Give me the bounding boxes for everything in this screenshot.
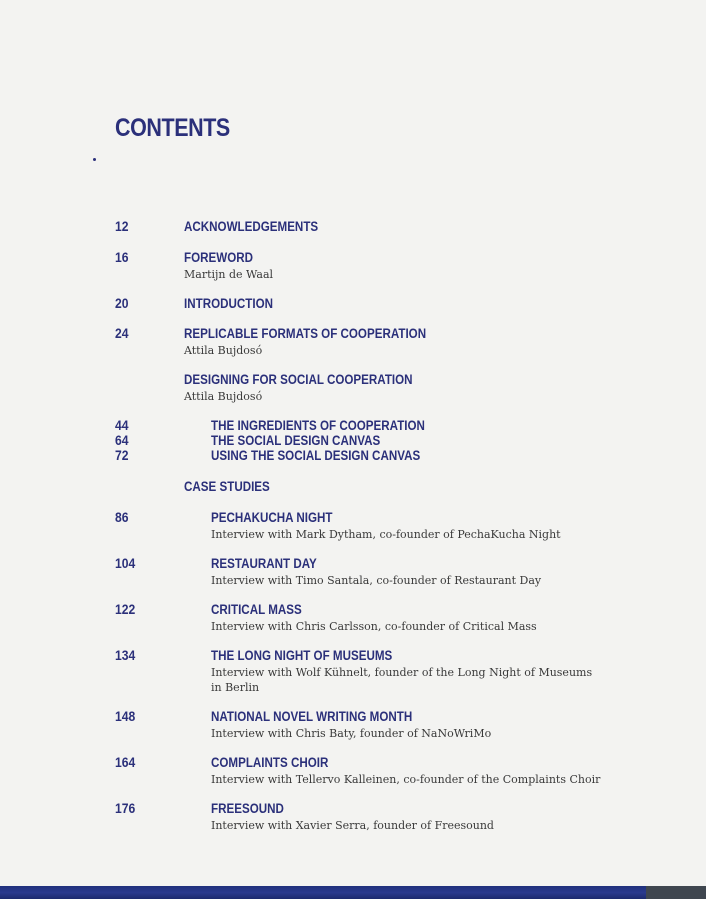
toc-description: Interview with Chris Carlsson, co-founder of Critical Mass: [211, 620, 537, 633]
toc-description: Interview with Wolf Kühnelt, founder of the Long Night of Museums: [211, 666, 593, 679]
toc-description: Interview with Tellervo Kalleinen, co-founder of the Complaints Choir: [211, 773, 601, 786]
toc-page-number: 148: [115, 709, 136, 724]
toc-description: Interview with Mark Dytham, co-founder of PechaKucha Night: [211, 528, 561, 541]
page-bottom-edge: [0, 886, 706, 899]
toc-heading: THE INGREDIENTS OF COOPERATION: [211, 418, 425, 433]
toc-heading: USING THE SOCIAL DESIGN CANVAS: [211, 448, 421, 463]
toc-page-number: 86: [115, 510, 129, 525]
toc-heading: FREESOUND: [211, 801, 284, 816]
toc-description: Interview with Chris Baty, founder of NaNoWriMo: [211, 727, 492, 740]
toc-heading: COMPLAINTS CHOIR: [211, 755, 329, 770]
toc-heading: CRITICAL MASS: [211, 602, 302, 617]
toc-author: Attila Bujdosó: [184, 344, 263, 357]
toc-page-number: 12: [115, 219, 129, 234]
toc-page-number: 122: [115, 602, 136, 617]
toc-page-number: 24: [115, 326, 129, 341]
toc-description-continued: in Berlin: [211, 681, 260, 694]
toc-page-number: 176: [115, 801, 136, 816]
toc-heading: FOREWORD: [184, 250, 254, 265]
toc-heading: INTRODUCTION: [184, 296, 274, 311]
toc-page-number: 72: [115, 448, 129, 463]
toc-page-number: 20: [115, 296, 129, 311]
toc-heading: THE SOCIAL DESIGN CANVAS: [211, 433, 381, 448]
toc-page-number: 16: [115, 250, 129, 265]
page-title: CONTENTS: [115, 114, 230, 142]
toc-page-number: 64: [115, 433, 129, 448]
toc-heading: ACKNOWLEDGEMENTS: [184, 219, 319, 234]
toc-heading: PECHAKUCHA NIGHT: [211, 510, 333, 525]
toc-heading: NATIONAL NOVEL WRITING MONTH: [211, 709, 413, 724]
toc-heading: RESTAURANT DAY: [211, 556, 317, 571]
toc-page-number: 44: [115, 418, 129, 433]
toc-description: Interview with Timo Santala, co-founder of Restaurant Day: [211, 574, 542, 587]
toc-heading: DESIGNING FOR SOCIAL COOPERATION: [184, 372, 413, 387]
toc-author: Attila Bujdosó: [184, 390, 263, 403]
toc-description: Interview with Xavier Serra, founder of Freesound: [211, 819, 494, 832]
toc-author: Martijn de Waal: [184, 268, 274, 281]
toc-heading: REPLICABLE FORMATS OF COOPERATION: [184, 326, 427, 341]
toc-page-number: 134: [115, 648, 136, 663]
toc-page-number: 104: [115, 556, 136, 571]
toc-page-number: 164: [115, 755, 136, 770]
toc-heading: THE LONG NIGHT OF MUSEUMS: [211, 648, 393, 663]
ink-dot: [93, 158, 96, 161]
toc-section-heading: CASE STUDIES: [184, 479, 270, 494]
